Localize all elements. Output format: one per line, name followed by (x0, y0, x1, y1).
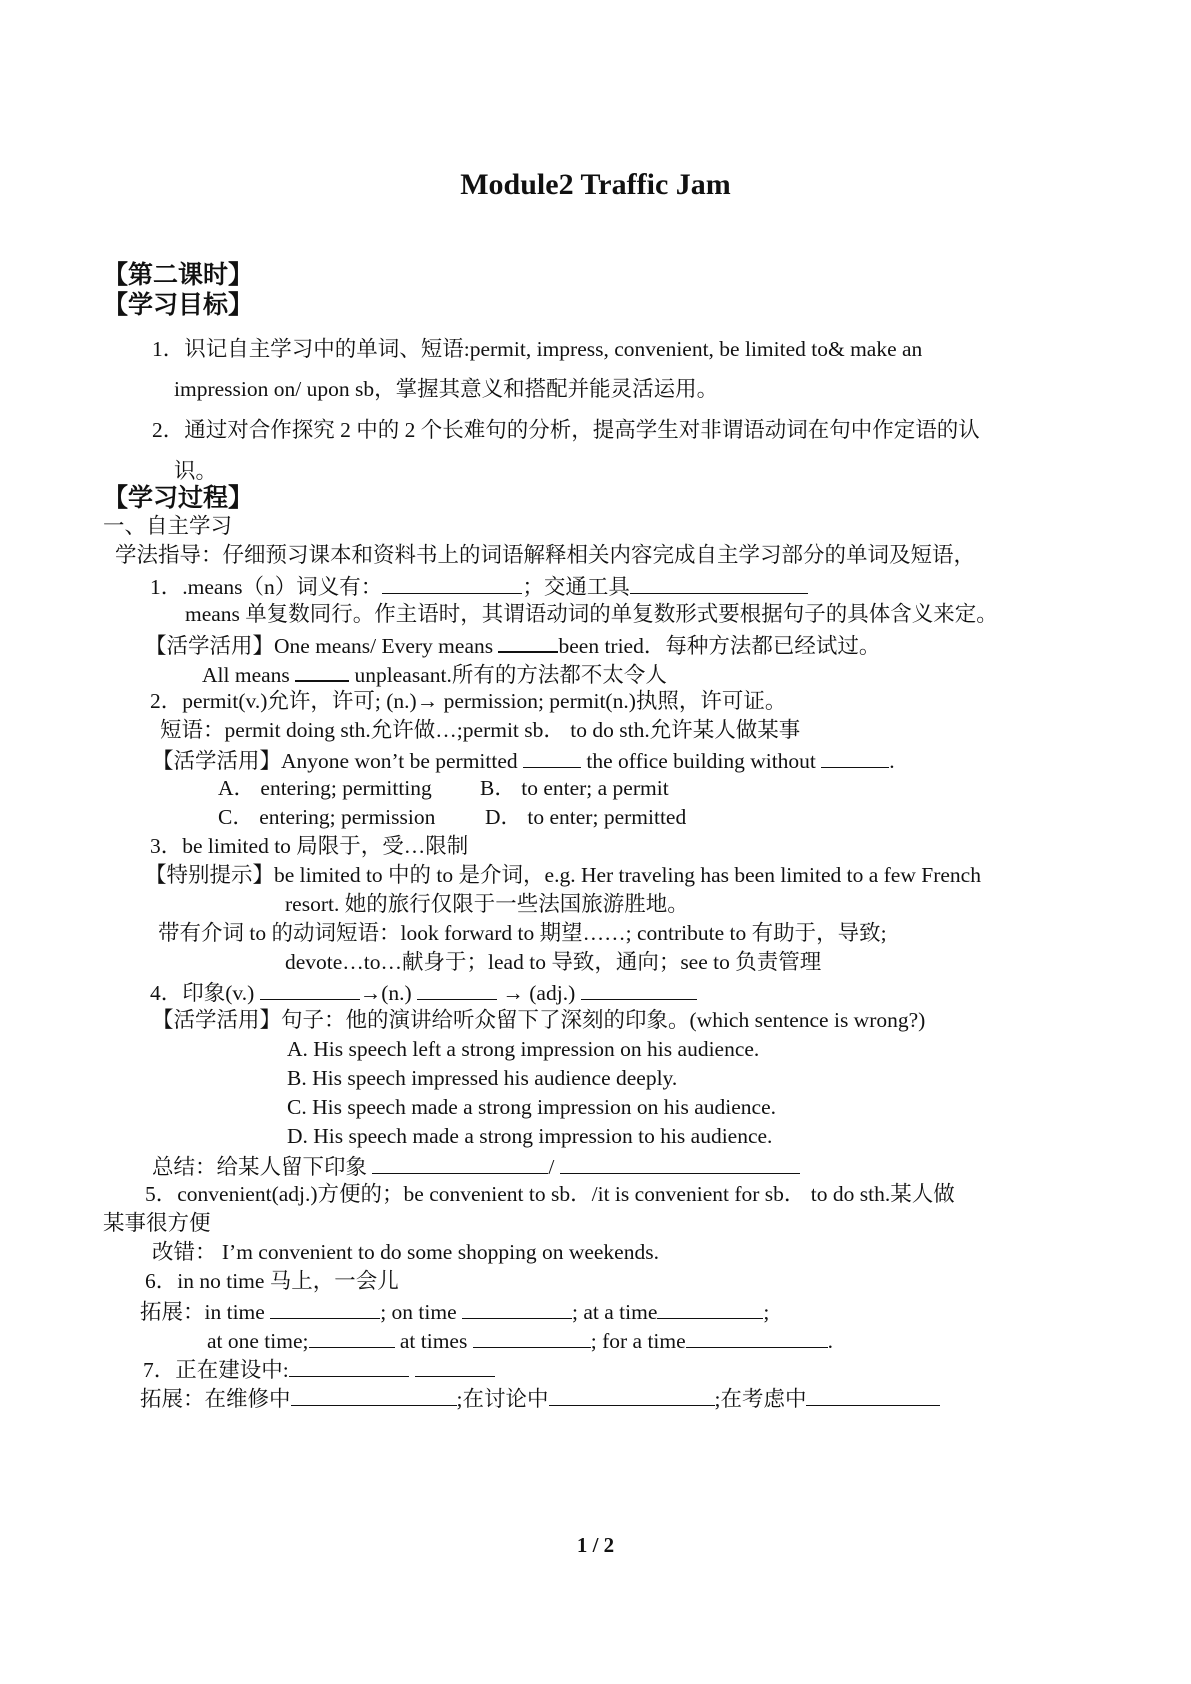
item-1-practice-line (145, 633, 880, 658)
item-3-phrases-line-2: devote…to…献身于；lead to 导致，通向；see to 负责管理 (285, 950, 822, 974)
page-title: Module2 Traffic Jam (460, 168, 731, 201)
item-6-ext-text-4: ; (763, 1300, 770, 1324)
item-1-practice-text-3: All means (202, 663, 296, 687)
item-3-line: 3．be limited to 局限于，受…限制 (150, 834, 469, 858)
item-7-line (143, 1358, 495, 1382)
answer-blank[interactable] (415, 1358, 495, 1377)
item-2-practice-text-2: the office building without (581, 749, 822, 773)
answer-blank[interactable] (372, 1155, 548, 1174)
answer-blank[interactable] (309, 1329, 395, 1348)
item-4-line (150, 981, 697, 1005)
answer-blank[interactable] (498, 633, 558, 653)
item-7-ext-text-3: ;在考虑中 (714, 1387, 807, 1411)
answer-blank[interactable] (473, 1329, 591, 1348)
item-6-ext-text-8: . (827, 1329, 834, 1353)
objective-2-line-1: 2．通过对合作探究 2 中的 2 个长难句的分析，提高学生对非谓语动词在句中作定语的认 (152, 418, 980, 442)
answer-blank[interactable] (462, 1300, 572, 1319)
item-4-text-3: → (adj.) (497, 981, 581, 1005)
item-6-ext-text-7: ; for a time (590, 1329, 686, 1353)
item-2-phrase: 短语：permit doing sth.允许做…;permit sb． to do sth.允许某人做某事 (160, 718, 801, 742)
item-3-phrases-line-1: 带有介词 to 的动词短语：look forward to 期望……; contribute to 有助于，导致; (158, 921, 887, 945)
item-7-text: 7．正在建设中: (143, 1358, 289, 1382)
answer-blank[interactable] (686, 1329, 828, 1348)
objective-2-line-2: 识。 (174, 459, 218, 483)
answer-blank[interactable] (821, 749, 889, 768)
item-2-option-c: C． entering; permission (218, 805, 436, 829)
item-5-line-1: 5．convenient(adj.)方便的；be convenient to sb．/it is convenient for sb． to do sth.某人做 (145, 1182, 955, 1206)
item-6-ext-text-3: ; at a time (572, 1300, 658, 1324)
item-6-ext-text: 拓展：in time (140, 1300, 271, 1324)
answer-blank[interactable] (630, 575, 808, 594)
study-guide: 学法指导：仔细预习课本和资料书上的词语解释相关内容完成自主学习部分的单词及短语， (115, 543, 976, 567)
item-2-practice-line (152, 749, 895, 773)
item-2-line: 2．permit(v.)允许，许可; (n.)→ permission; permit(n.)执照，许可证。 (150, 689, 787, 713)
answer-blank[interactable] (657, 1300, 763, 1319)
item-3-tip-line-2: resort. 她的旅行仅限于一些法国旅游胜地。 (285, 892, 689, 916)
item-1-note: means 单复数同行。作主语时，其谓语动词的单复数形式要根据句子的具体含义来定。 (185, 602, 998, 626)
item-1-text: 1．.means（n）词义有： (150, 575, 383, 599)
item-7-ext-line (140, 1387, 940, 1411)
item-6-line: 6．in no time 马上，一会儿 (145, 1269, 399, 1293)
answer-blank[interactable] (295, 662, 349, 682)
item-4-option-d: D. His speech made a strong impression to his audience. (287, 1124, 773, 1148)
answer-blank[interactable] (289, 1358, 409, 1377)
answer-blank[interactable] (523, 749, 581, 768)
item-7-ext-text-2: ;在讨论中 (456, 1387, 549, 1411)
item-2-option-b: B． to enter; a permit (480, 776, 669, 800)
item-1-line (150, 575, 808, 599)
item-6-ext-text-5: at one time; (207, 1329, 309, 1353)
heading-lesson: 【第二课时】 (103, 260, 254, 289)
answer-blank[interactable] (581, 981, 697, 1000)
objective-1-line-2: impression on/ upon sb，掌握其意义和搭配并能灵活运用。 (174, 377, 719, 401)
section-title: 一、自主学习 (103, 514, 233, 538)
item-1-practice-line-2 (202, 662, 667, 687)
item-4-practice: 【活学活用】句子：他的演讲给听众留下了深刻的印象。(which sentence is wrong?) (152, 1008, 926, 1032)
item-1-text-2: ；交通工具 (522, 575, 630, 599)
answer-blank[interactable] (806, 1387, 940, 1406)
item-4-text-2: →(n.) (359, 981, 418, 1005)
answer-blank[interactable] (560, 1155, 800, 1174)
heading-objectives: 【学习目标】 (103, 290, 254, 319)
item-2-option-a: A． entering; permitting (218, 776, 432, 800)
answer-blank[interactable] (260, 981, 360, 1000)
item-1-practice-text-2: been tried．每种方法都已经试过。 (558, 634, 881, 658)
item-4-option-c: C. His speech made a strong impression on his audience. (287, 1095, 777, 1119)
item-2-practice-text-3: . (889, 749, 895, 773)
item-6-ext-line-2 (207, 1329, 833, 1353)
item-5-correction: 改错： I’m convenient to do some shopping on weekends. (152, 1240, 659, 1264)
item-6-ext-text-2: ; on time (380, 1300, 462, 1324)
item-5-line-2: 某事很方便 (103, 1211, 211, 1235)
answer-blank[interactable] (382, 575, 522, 594)
answer-blank[interactable] (417, 981, 497, 1000)
item-4-option-b: B. His speech impressed his audience deeply. (287, 1066, 678, 1090)
item-2-practice-text: 【活学活用】Anyone won’t be permitted (152, 749, 524, 773)
item-1-practice-text: 【活学活用】One means/ Every means (145, 634, 499, 658)
answer-blank[interactable] (291, 1387, 457, 1406)
item-2-option-d: D． to enter; permitted (485, 805, 687, 829)
item-4-summary-text-2: / (548, 1155, 560, 1179)
item-7-ext-text: 拓展：在维修中 (140, 1387, 291, 1411)
answer-blank[interactable] (549, 1387, 715, 1406)
item-1-practice-text-4: unpleasant.所有的方法都不太令人 (349, 663, 667, 687)
item-3-tip-line-1: 【特别提示】be limited to 中的 to 是介词，e.g. Her traveling has been limited to a few French (145, 863, 981, 887)
page-number: 1 / 2 (576, 1533, 615, 1557)
item-6-ext-text-6: at times (394, 1329, 473, 1353)
item-4-summary-text: 总结：给某人留下印象 (152, 1155, 373, 1179)
heading-process: 【学习过程】 (103, 483, 254, 512)
item-4-summary (152, 1155, 800, 1179)
answer-blank[interactable] (270, 1300, 380, 1319)
item-4-text: 4．印象(v.) (150, 981, 260, 1005)
objective-1-line-1: 1．识记自主学习中的单词、短语:permit, impress, convenient, be limited to& make an (152, 337, 923, 361)
item-6-ext-line-1 (140, 1300, 769, 1324)
item-4-option-a: A. His speech left a strong impression on his audience. (287, 1037, 760, 1061)
